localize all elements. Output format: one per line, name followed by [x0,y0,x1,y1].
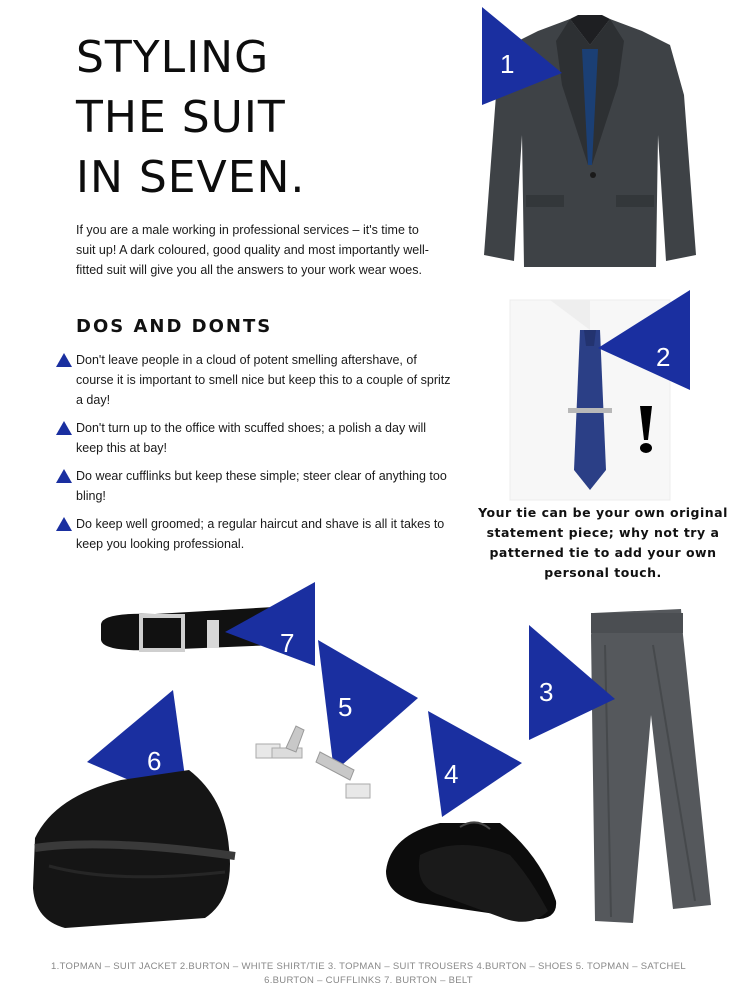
title-line-3: IN SEVEN. [76,152,306,203]
suit-jacket-image [470,5,710,275]
credits-line-1: 1.TOPMAN – SUIT JACKET 2.BURTON – WHITE SHIRT/TIE 3. TOPMAN – SUIT TROUSERS 4.BURTON – SHOES 5. TOPMAN – SATCHEL [51,961,686,972]
list-item-text: Do keep well groomed; a regular haircut and shave is all it takes to keep you looking professional. [76,517,445,551]
dos-donts-list [56,350,456,562]
marker-number-7: 7 [280,628,295,658]
list-item-text: Don't leave people in a cloud of potent smelling aftershave, of course it is important to smell nice but keep this to a couple of spritz a day! [76,353,451,407]
marker-4 [428,711,522,817]
dos-donts-heading: DOS AND DONTS [76,316,273,337]
list-item [56,466,456,506]
list-item-text: Don't turn up to the office with scuffed shoes; a polish a day will keep this at bay! [76,421,427,455]
list-item [56,514,456,554]
satchel-image [25,688,240,933]
credits-line-2: 6.BURTON – CUFFLINKS 7. BURTON – BELT [264,975,473,986]
triangle-bullet-icon [56,353,72,367]
triangle-bullet-icon [56,421,72,435]
product-credits [20,960,717,988]
marker-number-6: 6 [147,746,162,776]
list-item [56,418,456,458]
marker-number-3: 3 [539,677,554,707]
trousers-image [525,605,730,930]
page-title [76,28,305,208]
marker-number-5: 5 [338,692,353,722]
triangle-bullet-icon [56,517,72,531]
marker-number-2: 2 [656,342,671,372]
list-item-text: Do wear cufflinks but keep these simple; steer clear of anything too bling! [76,469,447,503]
triangle-bullet-icon [56,469,72,483]
marker-number-1: 1 [500,49,515,79]
title-line-2: THE SUIT [76,92,286,143]
list-item [56,350,456,410]
title-line-1: STYLING [76,32,270,83]
marker-number-4: 4 [444,759,459,789]
tie-caption: Your tie can be your own original statement piece; why not try a patterned tie to add your own personal touch. [478,505,728,580]
intro-paragraph: If you are a male working in professional services – it's time to suit up! A dark coloured, good quality and most importantly well-fitted suit will give you all the answers to your work wear woes. [76,223,429,277]
shirt-tie-image [500,290,720,500]
